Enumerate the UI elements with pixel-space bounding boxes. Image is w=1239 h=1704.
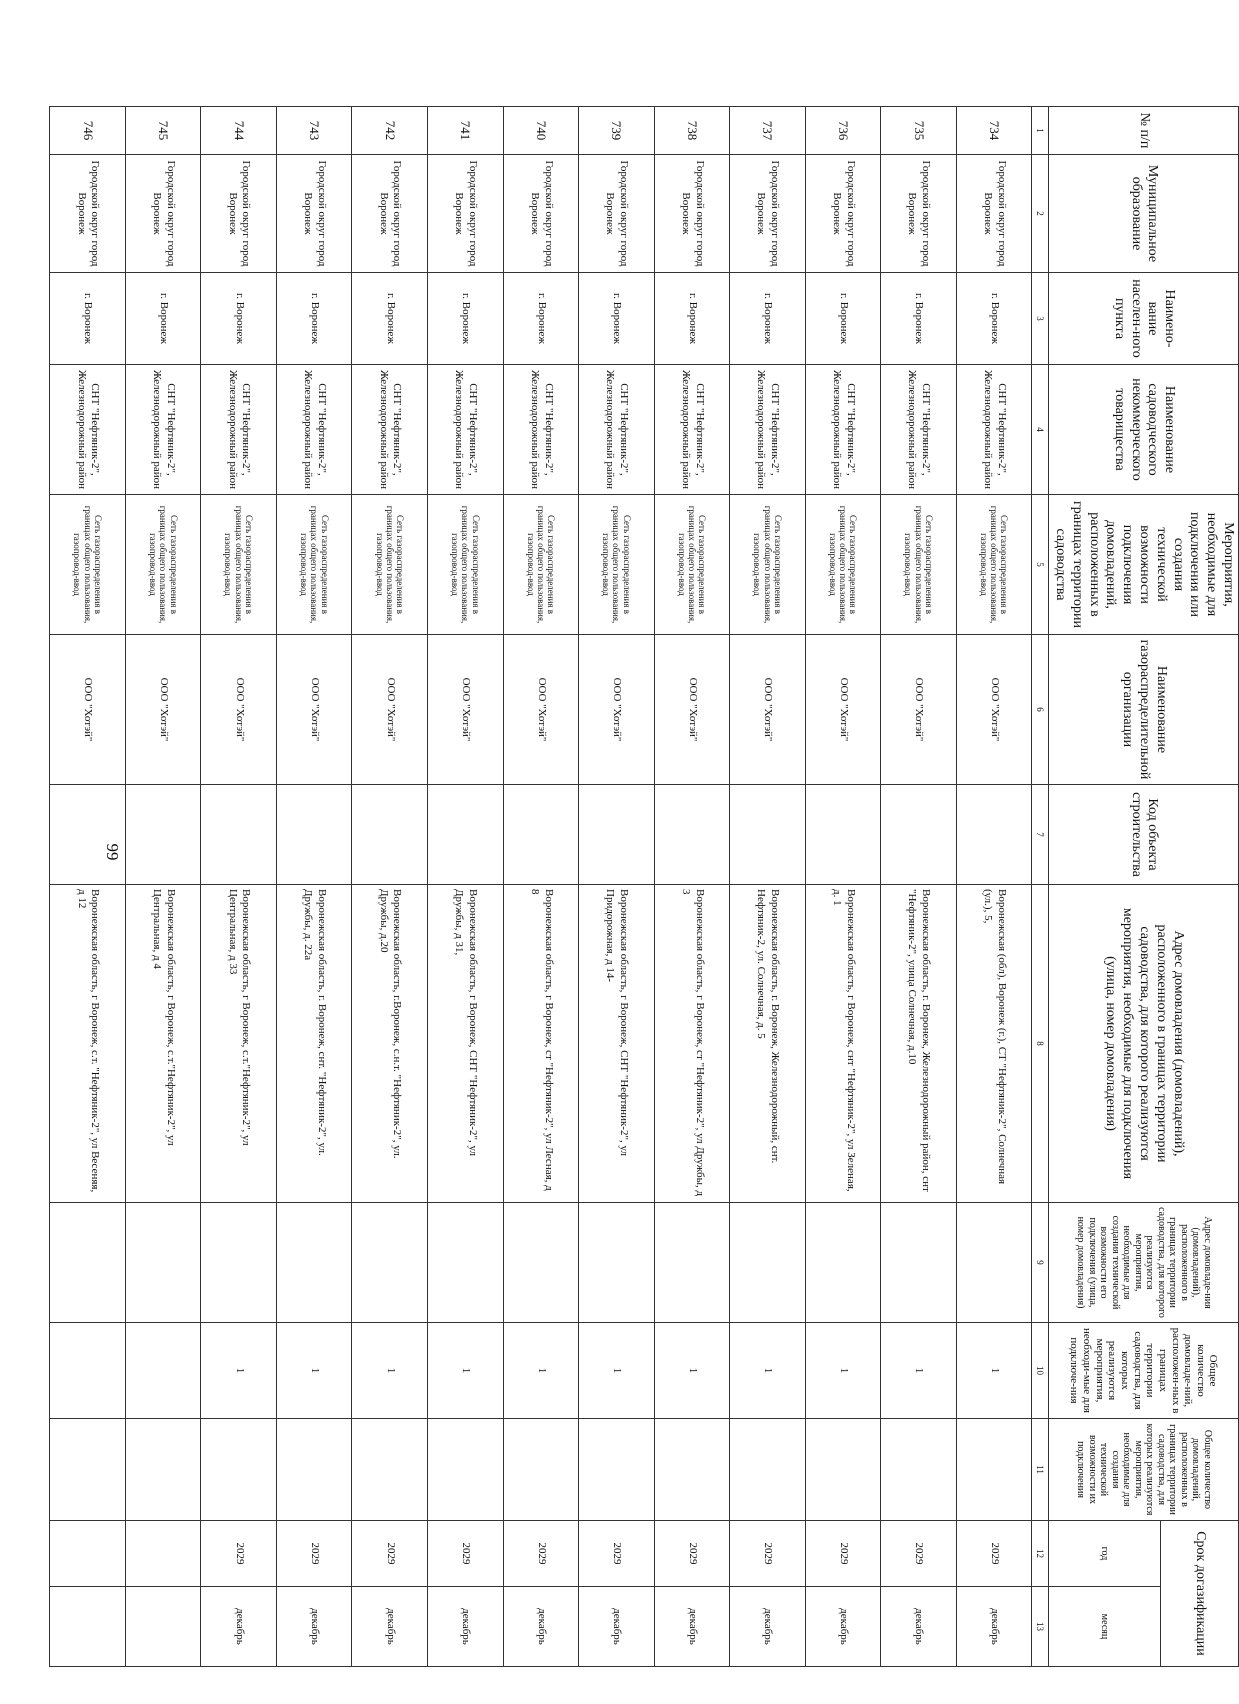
row-measures: Сеть газораспределения в границах общего пользования, газопровод-ввод — [881, 495, 957, 635]
header-snt: Наименование садоводческого некоммерческого товарищества — [1049, 365, 1239, 495]
row-measures: Сеть газораспределения в границах общего пользования, газопровод-ввод — [730, 495, 806, 635]
row-municipality: Городской округ город Воронеж — [352, 155, 428, 273]
row-object-code — [125, 785, 201, 885]
table-row — [427, 107, 503, 1667]
header-object-code: Код объекта строительства — [1049, 785, 1239, 885]
row-count-tech — [427, 1419, 503, 1521]
row-settlement: г. Воронеж — [125, 273, 201, 365]
row-settlement: г. Воронеж — [956, 273, 1032, 365]
row-month: декабрь — [881, 1587, 957, 1667]
row-number: 744 — [201, 107, 277, 155]
row-gas-org: ООО "Хотэй" — [125, 635, 201, 785]
row-count: 1 — [579, 1323, 655, 1419]
row-month: декабрь — [352, 1587, 428, 1667]
row-number: 739 — [579, 107, 655, 155]
row-number: 745 — [125, 107, 201, 155]
row-gas-org: ООО "Хотэй" — [579, 635, 655, 785]
row-settlement: г. Воронеж — [730, 273, 806, 365]
gasification-table — [49, 106, 1239, 1667]
table-row — [579, 107, 655, 1667]
header-count-tech: Общее количество домовладений, расположенных в границах территории садоводства, для которых реализуются мероприятия, необходимые для создания технической возможности их подключения — [1049, 1419, 1239, 1521]
row-count: 1 — [654, 1323, 730, 1419]
row-gas-org: ООО "Хотэй" — [805, 635, 881, 785]
column-number: 9 — [1032, 1203, 1049, 1323]
row-gas-org: ООО "Хотэй" — [503, 635, 579, 785]
row-municipality: Городской округ город Воронеж — [654, 155, 730, 273]
table-row — [50, 107, 126, 1667]
row-measures: Сеть газораспределения в границах общего пользования, газопровод-ввод — [956, 495, 1032, 635]
row-month: декабрь — [427, 1587, 503, 1667]
row-measures: Сеть газораспределения в границах общего пользования, газопровод-ввод — [579, 495, 655, 635]
column-number: 7 — [1032, 785, 1049, 885]
row-address: Воронежская область, г Воронеж, снт "Нефтяник-2", ул Зеленая, д. 1 — [805, 885, 881, 1203]
row-year: 2029 — [579, 1521, 655, 1587]
row-address-tech — [503, 1203, 579, 1323]
row-gas-org: ООО "Хотэй" — [276, 635, 352, 785]
row-address: Воронежская область, г Воронеж, с.т."Нефтяник-2", ул Центральная, д 33 — [201, 885, 277, 1203]
row-number: 736 — [805, 107, 881, 155]
row-month — [125, 1587, 201, 1667]
row-number: 738 — [654, 107, 730, 155]
row-month: декабрь — [730, 1587, 806, 1667]
row-address-tech — [654, 1203, 730, 1323]
row-snt: СНТ "Нефтяник-2", Железнодорожный район — [805, 365, 881, 495]
header-deadline: Срок догазификации — [1160, 1521, 1238, 1667]
row-measures: Сеть газораспределения в границах общего пользования, газопровод-ввод — [201, 495, 277, 635]
row-municipality: Городской округ город Воронеж — [201, 155, 277, 273]
header-address-tech: Адрес домовладе-ния (домовладений), расположенного в границах территории садоводства, для которого реализуются мероприятия, необходимые для создания технической возможности его подключения (улица, номер домовладения) — [1049, 1203, 1239, 1323]
row-address-tech — [125, 1203, 201, 1323]
row-municipality: Городской округ город Воронеж — [427, 155, 503, 273]
row-snt: СНТ "Нефтяник-2", Железнодорожный район — [881, 365, 957, 495]
table-row — [956, 107, 1032, 1667]
row-year: 2029 — [427, 1521, 503, 1587]
row-number: 734 — [956, 107, 1032, 155]
row-address: Воронежская область, г Воронеж, с.т."Нефтяник-2", ул Центральная, д 4 — [125, 885, 201, 1203]
rotated-table-container — [69, 106, 1239, 1666]
row-municipality: Городской округ город Воронеж — [503, 155, 579, 273]
row-municipality: Городской округ город Воронеж — [125, 155, 201, 273]
row-settlement: г. Воронеж — [805, 273, 881, 365]
row-number: 737 — [730, 107, 806, 155]
row-object-code — [881, 785, 957, 885]
row-count-tech — [50, 1419, 126, 1521]
row-object-code — [730, 785, 806, 885]
row-address-tech — [730, 1203, 806, 1323]
column-number: 4 — [1032, 365, 1049, 495]
row-address-tech — [276, 1203, 352, 1323]
table-row — [125, 107, 201, 1667]
column-number: 13 — [1032, 1587, 1049, 1667]
row-gas-org: ООО "Хотэй" — [730, 635, 806, 785]
row-count-tech — [956, 1419, 1032, 1521]
row-snt: СНТ "Нефтяник-2", Железнодорожный район — [654, 365, 730, 495]
row-address: Воронежская область, г. Воронеж, Железнодорожный, снт. Нефтяник-2, ул. Солнечная, д. 5 — [730, 885, 806, 1203]
header-gas-org: Наименование газораспределительной организации — [1049, 635, 1239, 785]
row-year: 2029 — [654, 1521, 730, 1587]
row-gas-org: ООО "Хотэй" — [881, 635, 957, 785]
table-body — [50, 107, 1032, 1667]
row-municipality: Городской округ город Воронеж — [805, 155, 881, 273]
table-row — [276, 107, 352, 1667]
row-year — [125, 1521, 201, 1587]
column-number: 3 — [1032, 273, 1049, 365]
row-snt: СНТ "Нефтяник-2", Железнодорожный район — [352, 365, 428, 495]
row-gas-org: ООО "Хотэй" — [352, 635, 428, 785]
row-measures: Сеть газораспределения в границах общего пользования, газопровод-ввод — [50, 495, 126, 635]
column-number: 8 — [1032, 885, 1049, 1203]
row-object-code — [654, 785, 730, 885]
row-count-tech — [503, 1419, 579, 1521]
row-count-tech — [881, 1419, 957, 1521]
row-address: Воронежская область, г Воронеж, с.т. "Нефтяник-2", ул Весеняя, д 12 — [50, 885, 126, 1203]
row-address: Воронежская область, г. Воронеж, снт. "Нефтяник-2", ул. Дружбы, д. 22а — [276, 885, 352, 1203]
row-object-code — [276, 785, 352, 885]
table-row — [881, 107, 957, 1667]
row-month — [50, 1587, 126, 1667]
row-measures: Сеть газораспределения в границах общего пользования, газопровод-ввод — [427, 495, 503, 635]
header-month: месяц — [1049, 1587, 1161, 1667]
row-year: 2029 — [956, 1521, 1032, 1587]
row-count-tech — [352, 1419, 428, 1521]
table-row — [503, 107, 579, 1667]
table-row — [805, 107, 881, 1667]
row-month: декабрь — [956, 1587, 1032, 1667]
row-address: Воронежская (обл), Воронеж (г.), СТ "Нефтяник-2", Солнечная (ул.), 5, — [956, 885, 1032, 1203]
row-measures: Сеть газораспределения в границах общего пользования, газопровод-ввод — [352, 495, 428, 635]
row-settlement: г. Воронеж — [579, 273, 655, 365]
row-address: Воронежская область, г Воронеж, ст "Нефтяник-2", ул Дружбы, д 3 — [654, 885, 730, 1203]
header-count: Общее количество домовладе-ний, расположен-ных в границах территории садоводства, для которых реализуются мероприятия, необходи-мые для подключе-ния — [1049, 1323, 1239, 1419]
row-address-tech — [427, 1203, 503, 1323]
row-year — [50, 1521, 126, 1587]
row-count-tech — [125, 1419, 201, 1521]
row-gas-org: ООО "Хотэй" — [654, 635, 730, 785]
row-number: 741 — [427, 107, 503, 155]
row-object-code — [579, 785, 655, 885]
row-gas-org: ООО "Хотэй" — [201, 635, 277, 785]
row-snt: СНТ "Нефтяник-2", Железнодорожный район — [427, 365, 503, 495]
column-number: 11 — [1032, 1419, 1049, 1521]
row-snt: СНТ "Нефтяник-2", Железнодорожный район — [503, 365, 579, 495]
row-object-code — [805, 785, 881, 885]
row-snt: СНТ "Нефтяник-2", Железнодорожный район — [730, 365, 806, 495]
row-count: 1 — [427, 1323, 503, 1419]
row-count-tech — [805, 1419, 881, 1521]
row-object-code — [201, 785, 277, 885]
row-address: Воронежская область, г.Воронеж, с.н.т. "Нефтяник-2", ул. Дружбы, д.20 — [352, 885, 428, 1203]
row-settlement: г. Воронеж — [881, 273, 957, 365]
row-settlement: г. Воронеж — [427, 273, 503, 365]
row-month: декабрь — [276, 1587, 352, 1667]
header-address: Адрес домовладения (домовладений), расположенного в границах территории садоводства, для которого реализуются мероприятия, необходимые для подключения (улица, номер домовладения) — [1049, 885, 1239, 1203]
table-row — [201, 107, 277, 1667]
row-count-tech — [654, 1419, 730, 1521]
row-number: 746 — [50, 107, 126, 155]
column-number: 2 — [1032, 155, 1049, 273]
row-measures: Сеть газораспределения в границах общего пользования, газопровод-ввод — [125, 495, 201, 635]
column-number: 5 — [1032, 495, 1049, 635]
row-snt: СНТ "Нефтяник-2", Железнодорожный район — [125, 365, 201, 495]
row-count-tech — [201, 1419, 277, 1521]
row-measures: Сеть газораспределения в границах общего пользования, газопровод-ввод — [805, 495, 881, 635]
row-number: 740 — [503, 107, 579, 155]
row-number: 735 — [881, 107, 957, 155]
row-month: декабрь — [503, 1587, 579, 1667]
row-count-tech — [276, 1419, 352, 1521]
row-count — [125, 1323, 201, 1419]
row-count: 1 — [201, 1323, 277, 1419]
header-year: год — [1049, 1521, 1161, 1587]
row-address-tech — [956, 1203, 1032, 1323]
row-object-code — [503, 785, 579, 885]
row-count: 1 — [276, 1323, 352, 1419]
row-municipality: Городской округ город Воронеж — [730, 155, 806, 273]
row-count-tech — [730, 1419, 806, 1521]
row-count: 1 — [805, 1323, 881, 1419]
row-year: 2029 — [503, 1521, 579, 1587]
table-row — [730, 107, 806, 1667]
page-number: 99 — [103, 843, 122, 861]
row-month: декабрь — [579, 1587, 655, 1667]
row-count — [50, 1323, 126, 1419]
row-municipality: Городской округ город Воронеж — [276, 155, 352, 273]
row-settlement: г. Воронеж — [276, 273, 352, 365]
row-gas-org: ООО "Хотэй" — [956, 635, 1032, 785]
row-object-code — [427, 785, 503, 885]
row-year: 2029 — [881, 1521, 957, 1587]
header-settlement: Наимено-вание населен-ного пункта — [1049, 273, 1239, 365]
row-address-tech — [881, 1203, 957, 1323]
row-settlement: г. Воронеж — [50, 273, 126, 365]
row-gas-org: ООО "Хотэй" — [427, 635, 503, 785]
row-measures: Сеть газораспределения в границах общего пользования, газопровод-ввод — [276, 495, 352, 635]
row-count-tech — [579, 1419, 655, 1521]
table-row — [654, 107, 730, 1667]
row-address-tech — [50, 1203, 126, 1323]
row-count: 1 — [352, 1323, 428, 1419]
row-municipality: Городской округ город Воронеж — [579, 155, 655, 273]
row-municipality: Городской округ город Воронеж — [50, 155, 126, 273]
column-number: 6 — [1032, 635, 1049, 785]
column-number: 1 — [1032, 107, 1049, 155]
row-snt: СНТ "Нефтяник-2", Железнодорожный район — [201, 365, 277, 495]
row-address: Воронежская область, г Воронеж, СНТ "Нефтяник-2", ул Дружбы, д 31, — [427, 885, 503, 1203]
row-snt: СНТ "Нефтяник-2", Железнодорожный район — [579, 365, 655, 495]
row-gas-org: ООО "Хотэй" — [50, 635, 126, 785]
row-municipality: Городской округ город Воронеж — [956, 155, 1032, 273]
row-settlement: г. Воронеж — [654, 273, 730, 365]
row-measures: Сеть газораспределения в границах общего пользования, газопровод-ввод — [503, 495, 579, 635]
row-count: 1 — [503, 1323, 579, 1419]
row-month: декабрь — [805, 1587, 881, 1667]
row-year: 2029 — [805, 1521, 881, 1587]
row-settlement: г. Воронеж — [352, 273, 428, 365]
column-number: 10 — [1032, 1323, 1049, 1419]
row-address-tech — [352, 1203, 428, 1323]
row-object-code — [50, 785, 126, 885]
row-count: 1 — [956, 1323, 1032, 1419]
row-address-tech — [201, 1203, 277, 1323]
row-address-tech — [579, 1203, 655, 1323]
row-snt: СНТ "Нефтяник-2", Железнодорожный район — [276, 365, 352, 495]
row-month: декабрь — [654, 1587, 730, 1667]
row-address: Воронежская область, г Воронеж, СНТ "Нефтяник-2", ул Придорожная, д 14- — [579, 885, 655, 1203]
header-number: № п/п — [1049, 107, 1239, 155]
row-address: Воронежская область, г Воронеж, ст "Нефтяник-2", ул Лесная, д 8 — [503, 885, 579, 1203]
row-number: 742 — [352, 107, 428, 155]
table-row — [352, 107, 428, 1667]
row-count: 1 — [730, 1323, 806, 1419]
row-measures: Сеть газораспределения в границах общего пользования, газопровод-ввод — [654, 495, 730, 635]
row-object-code — [352, 785, 428, 885]
column-number-row — [1032, 107, 1049, 1667]
row-object-code — [956, 785, 1032, 885]
row-month: декабрь — [201, 1587, 277, 1667]
row-number: 743 — [276, 107, 352, 155]
row-year: 2029 — [730, 1521, 806, 1587]
header-municipality: Муниципальное образование — [1049, 155, 1239, 273]
row-year: 2029 — [352, 1521, 428, 1587]
row-year: 2029 — [201, 1521, 277, 1587]
row-snt: СНТ "Нефтяник-2", Железнодорожный район — [956, 365, 1032, 495]
row-settlement: г. Воронеж — [503, 273, 579, 365]
column-number: 12 — [1032, 1521, 1049, 1587]
row-snt: СНТ "Нефтяник-2", Железнодорожный район — [50, 365, 126, 495]
row-address: Воронежская область, г. Воронеж, Железнодорожный район, снт "Нефтяник-2", улица Солнечная, д.10 — [881, 885, 957, 1203]
row-municipality: Городской округ город Воронеж — [881, 155, 957, 273]
row-address-tech — [805, 1203, 881, 1323]
header-measures: Мероприятия, необходимые для подключения или создания технической возможности подключения домовладений, расположенных в границах территории садоводства — [1049, 495, 1239, 635]
row-count: 1 — [881, 1323, 957, 1419]
row-settlement: г. Воронеж — [201, 273, 277, 365]
row-year: 2029 — [276, 1521, 352, 1587]
